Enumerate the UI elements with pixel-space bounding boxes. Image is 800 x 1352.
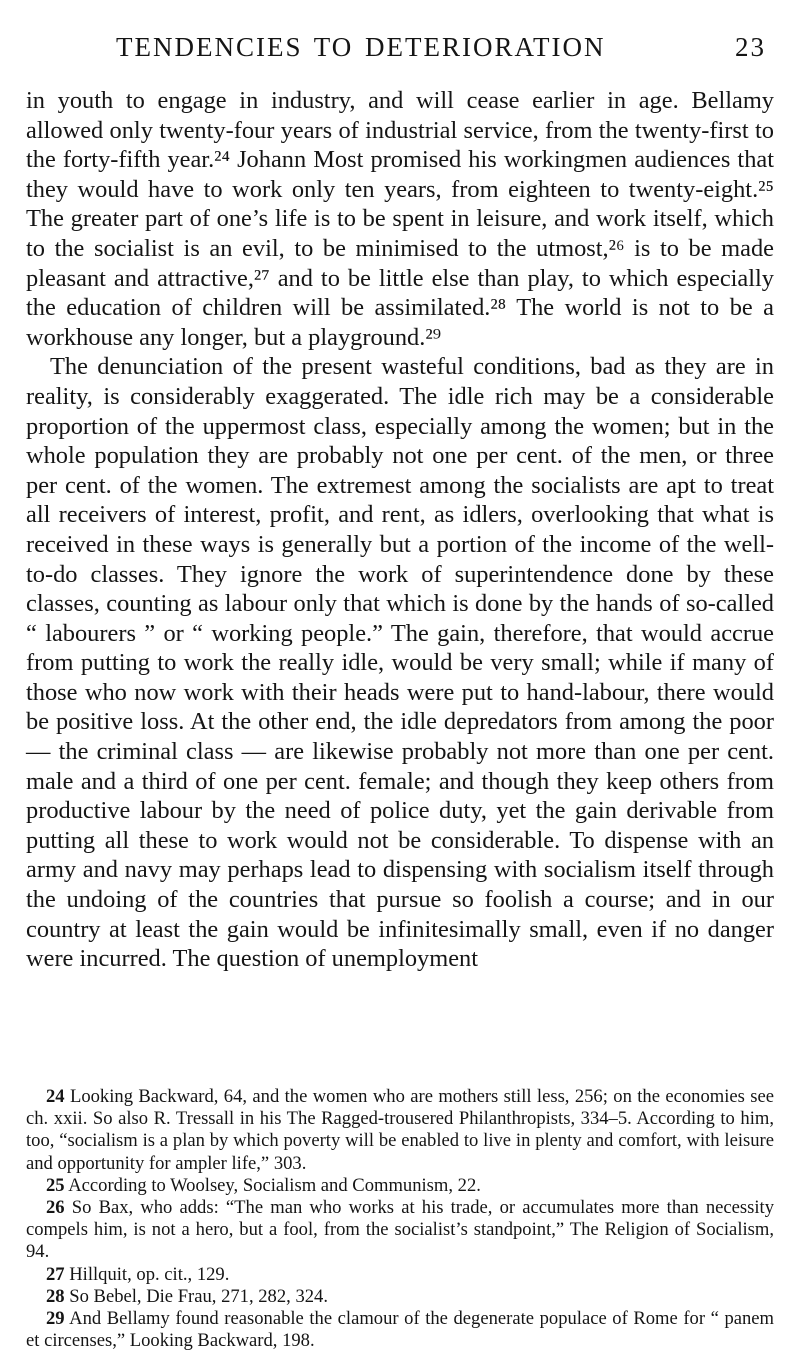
main-text bbox=[26, 86, 774, 974]
book-page bbox=[26, 0, 775, 1352]
footnote-number: 29 bbox=[46, 1308, 65, 1330]
footnote-26 bbox=[26, 1197, 774, 1264]
paragraph: in youth to engage in industry, and will cease earlier in age. Bellamy allowed only twenty-four years of industrial service, from the twenty-first to the forty-fifth year.²⁴ Johann Most promised his workingmen audiences that they would have to work only ten years, from eighteen to twenty-eight.²⁵ The greater part of one’s life is to be spent in leisure, and work itself, which to the socialist is an evil, to be minimised to the utmost,²⁶ is to be made pleasant and attractive,²⁷ and to be little else than play, to which especially the education of children will be assimilated.²⁸ The world is not to be a workhouse any longer, but a playground.²⁹ bbox=[26, 87, 774, 351]
footnotes bbox=[26, 1086, 774, 1352]
page-number: 23 bbox=[735, 32, 766, 62]
footnote-text: So Bax, who adds: “The man who works at his trade, or accumulates more than necessity compels him, is not a hero, but a fool, from the socialist’s standpoint,” The Religion of Socialism, 94. bbox=[26, 1197, 774, 1263]
footnote-28 bbox=[26, 1286, 774, 1308]
paragraph: The denunciation of the present wasteful conditions, bad as they are in reality, is considerably exaggerated. The idle rich may be a considerable proportion of the uppermost class, especially among the women; but in the whole population they are probably not one per cent. of the men, or three per cent. of the women. The extremest among the socialists are apt to treat all receivers of interest, profit, and rent, as idlers, overlooking that what is received in these ways is generally but a portion of the income of the well-to-do classes. They ignore the work of superintendence done by these classes, counting as labour only that which is done by the hands of so-called “ labourers ” or “ working people.” The gain, therefore, that would accrue from putting to work the really idle, would be very small; while if many of those who now work with their heads were put to hand-labour, there would be positive loss. At the other end, the idle depredators from among the poor — the criminal class — are likewise probably not more than one per cent. male and a third of one per cent. female; and though they keep others from productive labour by the need of police duty, yet the gain derivable from putting all these to work would not be considerable. To dispense with an army and navy may perhaps lead to dispensing with socialism itself through the undoing of the countries that pursue so foolish a course; and in our country at least the gain would be infinitesimally small, even if no danger were incurred. The question of unemployment bbox=[26, 353, 774, 973]
footnote-text: According to Woolsey, Socialism and Communism, 22. bbox=[68, 1174, 481, 1196]
footnote-text: Hillquit, op. cit., 129. bbox=[69, 1263, 230, 1285]
footnote-29 bbox=[26, 1308, 774, 1352]
footnote-25 bbox=[26, 1175, 774, 1197]
footnote-number: 24 bbox=[46, 1086, 65, 1107]
running-header bbox=[116, 32, 774, 72]
footnote-number: 28 bbox=[46, 1285, 65, 1307]
footnote-24 bbox=[26, 1086, 774, 1175]
footnote-text: So Bebel, Die Frau, 271, 282, 324. bbox=[69, 1285, 328, 1307]
footnote-number: 27 bbox=[46, 1263, 65, 1285]
footnote-number: 25 bbox=[46, 1174, 65, 1196]
footnote-27 bbox=[26, 1264, 774, 1286]
footnote-number: 26 bbox=[46, 1197, 65, 1219]
running-title: TENDENCIES TO DETERIORATION bbox=[116, 32, 606, 62]
footnote-text: And Bellamy found reasonable the clamour of the degenerate populace of Rome for “ panem et circenses,” Looking Backward, 198. bbox=[26, 1308, 775, 1352]
footnote-text: Looking Backward, 64, and the women who are mothers still less, 256; on the economies see ch. xxii. So also R. Tressall in his The Ragged-trousered Philanthropists, 334–5. According to him, too, “socialism is a plan by which poverty will be enabled to live in plenty and comfort, with leisure and opportunity for ampler life,” 303. bbox=[26, 1086, 774, 1174]
